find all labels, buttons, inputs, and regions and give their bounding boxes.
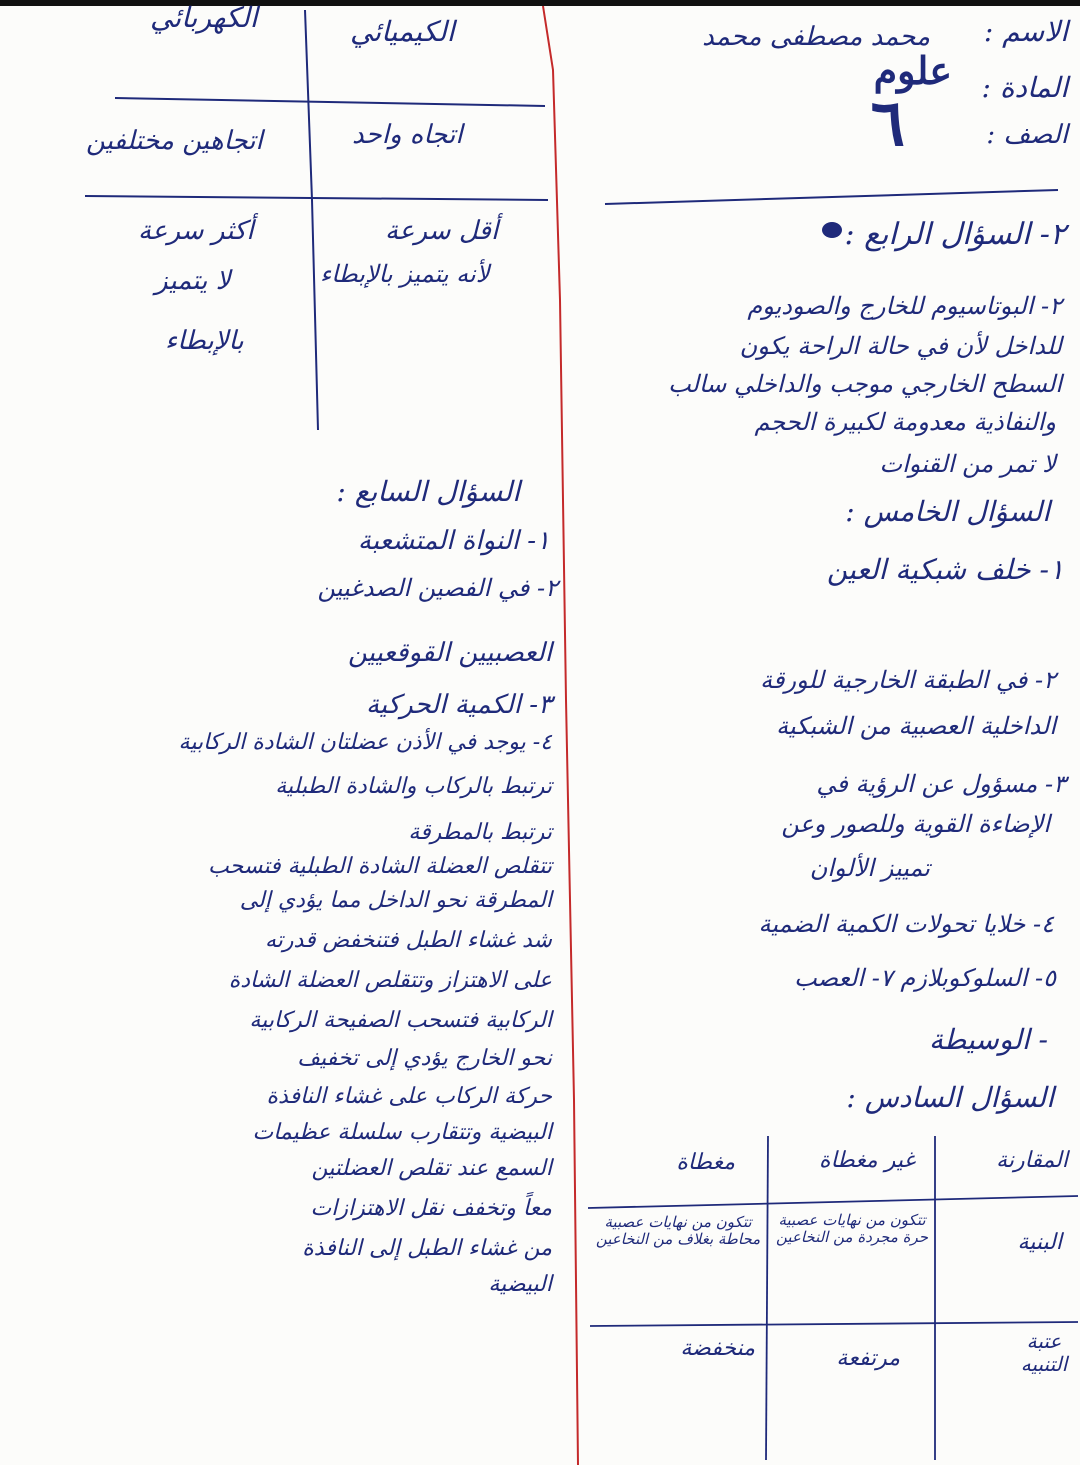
table-row2-right-2: لأنه يتميز بالإبطاء — [320, 260, 490, 288]
q5-item: ٤- خلايا تحولات الكمية الضمية — [758, 910, 1054, 938]
q7-line: ترتبط بالركاب والشادة الطبلية — [275, 774, 552, 799]
grade-label: الصف : — [986, 120, 1068, 150]
subject-label: المادة : — [981, 71, 1068, 104]
q5-item: ١- خلف شبكية العين — [826, 553, 1064, 586]
q6-cell-structure-covered: تتكون من نهايات عصبية محاطة بغلاف من النخاعين — [595, 1213, 761, 1249]
q4-title: ٢- السؤال الرابع : — [844, 217, 1066, 252]
q7-line: العصبيين القوقعيين — [347, 638, 552, 668]
q7-line: السمع عند تقلص العضلتين — [311, 1156, 552, 1181]
q4-line: السطح الخارجي موجب والداخلي سالب — [668, 370, 1062, 398]
q6-header-covered: مغطاة — [676, 1150, 735, 1175]
table-row2-left-3: بالإبطاء — [165, 326, 244, 356]
q6-cell-structure-uncovered: تتكون من نهايات عصبية حرة مجردة من النخاعين — [775, 1211, 929, 1247]
q6-row-label: البنية — [1017, 1230, 1062, 1255]
q7-line: نحو الخارج يؤدي إلى تخفيف — [297, 1046, 552, 1071]
table-row2-right-1: أقل سرعة — [385, 216, 499, 246]
q7-line: المطرقة نحو الداخل مما يؤدي إلى — [239, 888, 552, 913]
q4-line: للداخل لأن في حالة الراحة يكون — [739, 332, 1062, 360]
grade-mark — [822, 222, 842, 238]
table-row1-left: اتجاهين مختلفين — [86, 126, 263, 156]
q7-line: معاً وتخفف نقل الاهتزازات — [310, 1196, 552, 1221]
table-col-right: الكيميائي — [350, 15, 455, 48]
q7-line: ٤- يوجد في الأذن عضلتان الشادة الركابية — [178, 730, 552, 755]
q7-line: تتقلص العضلة الشادة الطبلية فتسحب — [208, 854, 552, 879]
q5-item: تمييز الألوان — [809, 854, 930, 882]
q5-item: ٢- في الطبقة الخارجية للورقة — [760, 666, 1056, 694]
name-label: الاسم : — [983, 15, 1068, 48]
q7-line: ٣- الكمية الحركية — [365, 690, 552, 720]
q7-title: السؤال السابع : — [336, 475, 520, 508]
grade-value: ٦ — [870, 86, 905, 161]
q5-item: ٥- السلوكوبلازم ٧- العصب — [794, 964, 1056, 992]
q6-cell-threshold-covered: منخفضة — [680, 1336, 755, 1361]
q5-item: الداخلية العصبية من الشبكية — [776, 712, 1056, 740]
subject-value: علوم — [873, 48, 952, 93]
q7-line: على الاهتزاز وتتقلص العضلة الشادة — [228, 968, 552, 993]
q6-cell-threshold-uncovered: مرتفعة — [836, 1346, 900, 1371]
q6-header-uncovered: غير مغطاة — [819, 1148, 915, 1173]
q7-line: البيضية وتتقارب سلسلة عظيمات — [252, 1120, 552, 1145]
name-value: محمد مصطفى محمد — [702, 22, 930, 52]
q4-line: ٢- البوتاسيوم للخارج والصوديوم — [747, 292, 1062, 320]
q7-line: الركابية فتسحب الصفيحة الركابية — [249, 1008, 552, 1033]
q5-item: الإضاءة القوية وللصور وعن — [781, 810, 1050, 838]
table-row1-right: اتجاه واحد — [352, 120, 463, 150]
q6-header-compare: المقارنة — [996, 1148, 1068, 1173]
table-row2-left-1: أكثر سرعة — [138, 216, 254, 246]
q7-line: البيضية — [488, 1272, 552, 1297]
q6-row-label: عتبة التنبيه — [1020, 1329, 1068, 1376]
q7-line: ٢- في الفصين الصدغيين — [317, 574, 558, 602]
table-row2-left-2: لا يتميز — [155, 266, 231, 296]
q7-line: شد غشاء الطبل فتنخفض قدرته — [265, 928, 552, 953]
q5-title: السؤال الخامس : — [845, 495, 1050, 528]
q7-line: حركة الركاب على غشاء النافذة — [266, 1084, 552, 1109]
q7-line: ١- النواة المتشعبة — [357, 526, 550, 556]
q5-item: ٣- مسؤول عن الرؤية في — [816, 770, 1066, 798]
q7-line: ترتبط بالمطرقة — [408, 820, 552, 845]
q7-line: من غشاء الطبل إلى النافذة — [302, 1236, 552, 1261]
q6-title: السؤال السادس : — [846, 1081, 1054, 1114]
q5-item: - الوسيطة — [928, 1023, 1048, 1056]
q4-line: لا تمر من القنوات — [879, 450, 1056, 478]
q4-line: والنفاذية معدومة لكبيرة الحجم — [754, 408, 1056, 436]
table-col-left: الكهربائي — [150, 1, 258, 34]
